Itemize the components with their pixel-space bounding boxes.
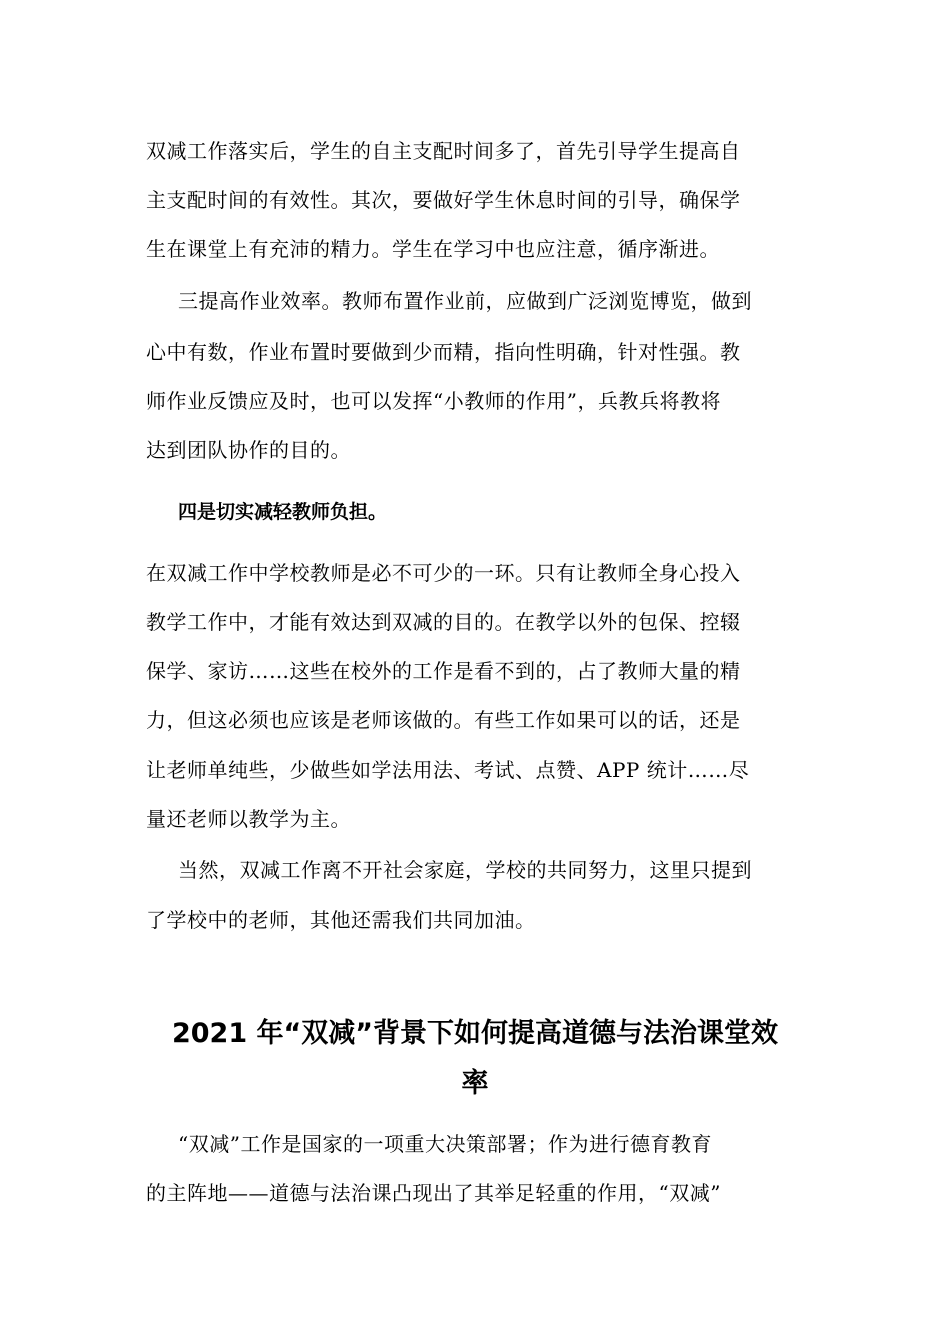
paragraph3-line4: 力，但这必须也应该是老师该做的。有些工作如果可以的话，还是: [146, 708, 741, 732]
paragraph3-line5: 让老师单纯些，少做些如学法用法、考试、点赞、APP 统计……尽: [146, 758, 750, 782]
paragraph2-line1: 三提高作业效率。教师布置作业前，应做到广泛浏览博览，做到: [178, 289, 752, 313]
paragraph5-line2: 的主阵地——道德与法治课凸现出了其举足轻重的作用，“双减”: [146, 1181, 721, 1205]
paragraph4-line2: 了学校中的老师，其他还需我们共同加油。: [146, 908, 536, 932]
paragraph2-line2: 心中有数，作业布置时要做到少而精，指向性明确，针对性强。教: [146, 340, 741, 364]
paragraph2-line3: 师作业反馈应及时，也可以发挥“小教师的作用”，兵教兵将教将: [146, 389, 721, 413]
paragraph3-line2: 教学工作中，才能有效达到双减的目的。在教学以外的包保、控辍: [146, 610, 741, 634]
paragraph2-line4: 达到团队协作的目的。: [146, 438, 351, 462]
paragraph3-line3: 保学、家访……这些在校外的工作是看不到的，占了教师大量的精: [146, 659, 741, 683]
paragraph4-line1: 当然，双减工作离不开社会家庭，学校的共同努力，这里只提到: [178, 858, 752, 882]
paragraph1-line3: 生在课堂上有充沛的精力。学生在学习中也应注意，循序渐进。: [146, 237, 720, 261]
paragraph1-line1: 双减工作落实后，学生的自主支配时间多了，首先引导学生提高自: [146, 139, 741, 163]
paragraph3-line1: 在双减工作中学校教师是必不可少的一环。只有让教师全身心投入: [146, 561, 741, 585]
paragraph1-line2: 主支配时间的有效性。其次，要做好学生休息时间的引导，确保学: [146, 188, 741, 212]
paragraph3-line6: 量还老师以教学为主。: [146, 807, 351, 831]
section-heading: 四是切实减轻教师负担。: [178, 501, 388, 523]
article-title-line1: 2021 年“双减”背景下如何提高道德与法治课堂效: [171, 1018, 779, 1049]
paragraph5-line1: “双减”工作是国家的一项重大决策部署；作为进行德育教育: [178, 1132, 712, 1156]
article-title-line2: 率: [461, 1068, 489, 1099]
